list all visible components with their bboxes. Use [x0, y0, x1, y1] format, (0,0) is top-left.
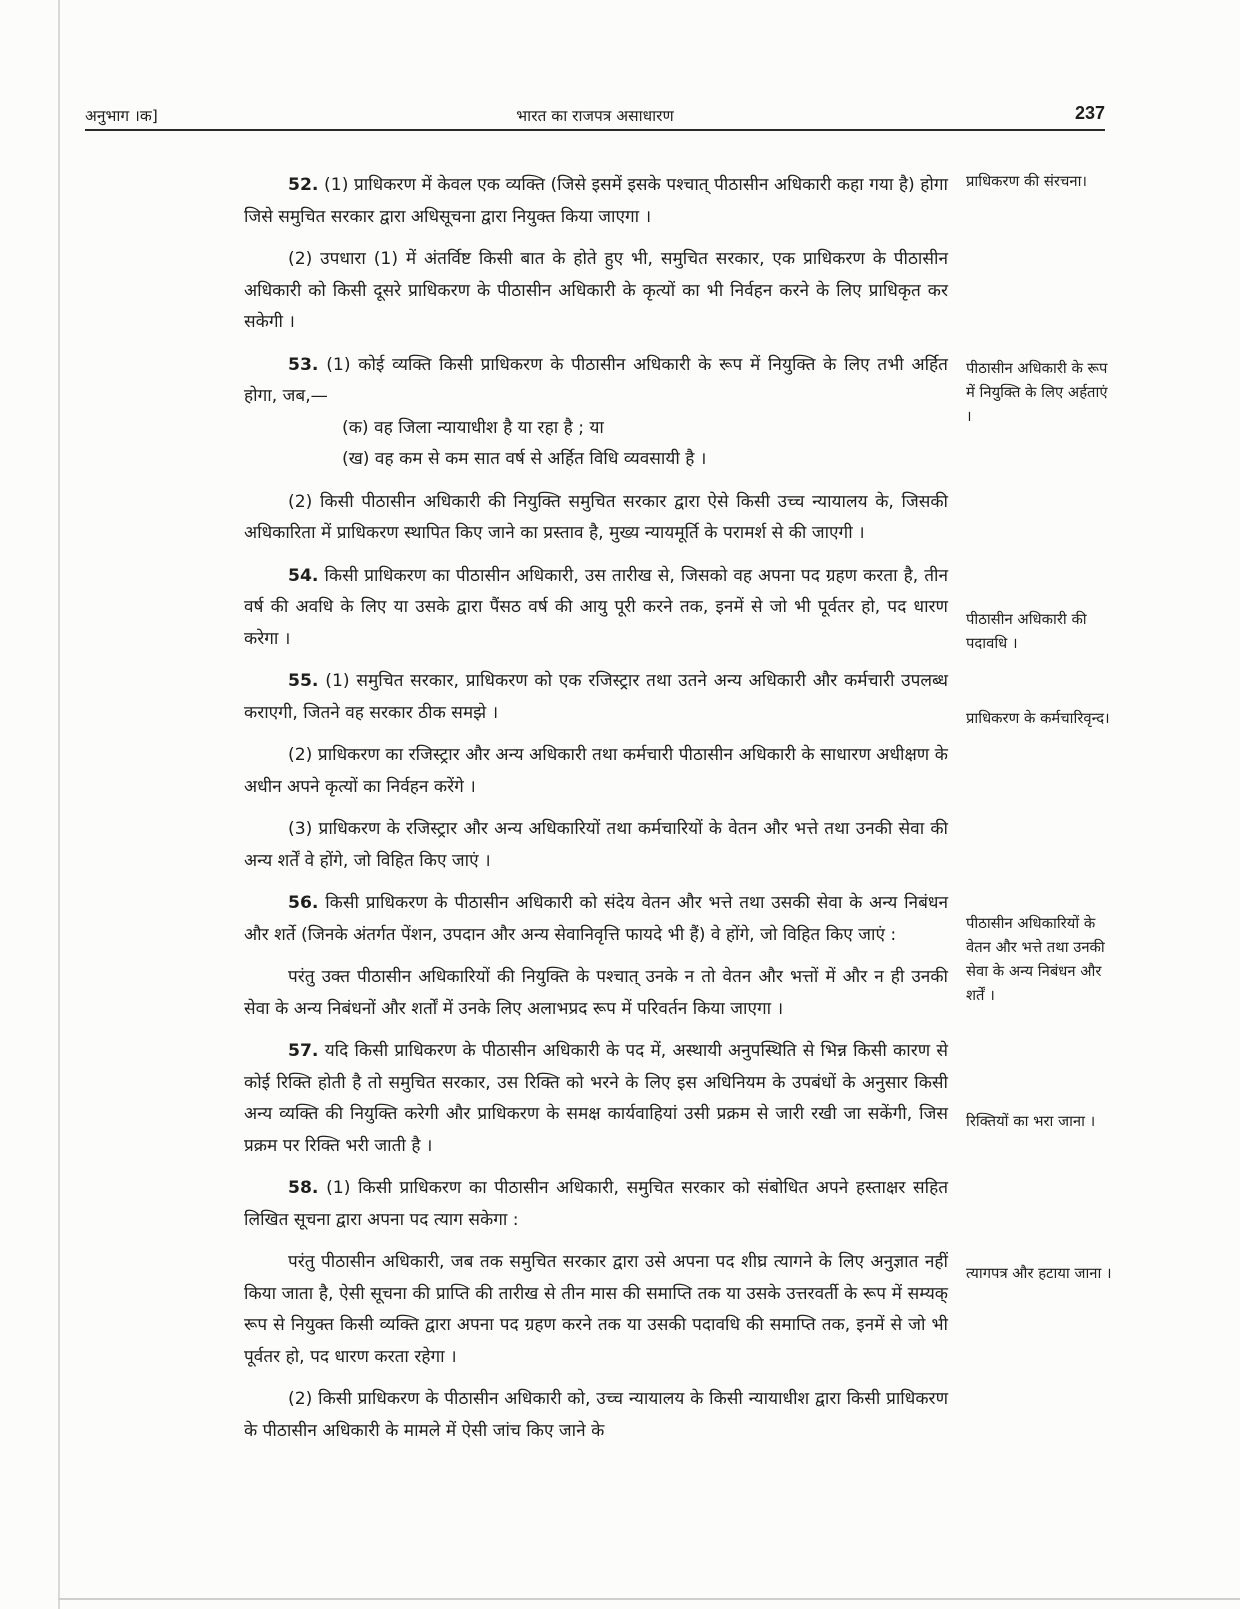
section-text: यदि किसी प्राधिकरण के पीठासीन अधिकारी के पद में, अस्थायी अनुपस्थिति से भिन्न किसी कारण से कोई रिक्ति होती है तो समुचित सरकार, उस रिक्ति को भरने के लिए इस अधिनियम के उपबंधों के अनुसार किसी अन्य व्यक्ति की नियुक्ति करेगी और प्राधिकरण के समक्ष कार्यवाहियां उसी प्रक्रम से जारी रखी जा सकेंगी, जिस प्रक्रम पर रिक्ति भरी जाती है । — [244, 1041, 948, 1156]
section-56-proviso: परंतु उक्त पीठासीन अधिकारियों की नियुक्ति के पश्चात् उनके न तो वेतन और भत्तों में और न ही उनकी सेवा के अन्य निबंधनों और शर्तों में उनके लिए अलाभप्रद रूप में परिवर्तन किया जाएगा । — [244, 967, 948, 1019]
margin-note-52: प्राधिकरण की संरचना। — [966, 173, 1088, 190]
section-55-para-3: (3) प्राधिकरण के रजिस्ट्रार और अन्य अधिकारियों तथा कर्मचारियों के वेतन और भत्ते तथा उनकी सेवा की अन्य शर्तें वे होंगे, जो विहित किए जाएं । — [244, 819, 948, 871]
section-text: (1) किसी प्राधिकरण का पीठासीन अधिकारी, समुचित सरकार को संबोधित अपने हस्ताक्षर सहित लिखित सूचना द्वारा अपना पद त्याग सकेगा : — [244, 1178, 948, 1230]
section-text: किसी प्राधिकरण के पीठासीन अधिकारी को संदेय वेतन और भत्ते तथा उसकी सेवा के अन्य निबंधन और शर्ते (जिनके अंतर्गत पेंशन, उपदान और अन्य सेवानिवृत्ति फायदे भी हैं) वे होंगे, जो विहित किए जाएं : — [244, 893, 948, 945]
section-53-para-2: (2) किसी पीठासीन अधिकारी की नियुक्ति समुचित सरकार द्वारा ऐसे किसी उच्च न्यायालय के, जिसकी अधिकारिता में प्राधिकरण स्थापित किए जाने का प्रस्ताव है, मुख्य न्यायमूर्ति के परामर्श से की जाएगी । — [244, 491, 948, 543]
section-number: 58. — [288, 1178, 319, 1198]
section-57-para-1 — [244, 1036, 948, 1162]
page-edge-shadow — [58, 0, 60, 1609]
section-58-para-2: (2) किसी प्राधिकरण के पीठासीन अधिकारी को, उच्च न्यायालय के किसी न्यायाधीश द्वारा किसी प्राधिकरण के पीठासीन अधिकारी के मामले में ऐसी जांच किए जाने के — [244, 1389, 948, 1441]
section-53-clause-kha: (ख) वह कम से कम सात वर्ष से अर्हित विधि व्यवसायी है । — [342, 449, 707, 469]
margin-note-58: त्यागपत्र और हटाया जाना । — [966, 1265, 1112, 1282]
section-52-para-1 — [244, 170, 948, 233]
section-text: (1) कोई व्यक्ति किसी प्राधिकरण के पीठासीन अधिकारी के रूप में नियुक्ति के लिए तभी अर्हित होगा, जब,— — [244, 354, 948, 406]
document-body — [244, 170, 948, 1447]
section-text: किसी प्राधिकरण का पीठासीन अधिकारी, उस तारीख से, जिसको वह अपना पद ग्रहण करता है, तीन वर्ष की अवधि के लिए या उसके द्वारा पैंसठ वर्ष की आयु पूरी करने तक, इनमें से जो भी पूर्वतर हो, पद धारण करेगा । — [244, 565, 948, 649]
margin-note-57: रिक्तियों का भरा जाना । — [966, 1113, 1096, 1130]
page-bottom-edge — [58, 1598, 1240, 1600]
margin-note-56: पीठासीन अधिकारियों के वेतन और भत्ते तथा उनकी सेवा के अन्य निबंधन और शर्तें । — [966, 915, 1105, 1004]
margin-note-55: प्राधिकरण के कर्मचारिवृन्द। — [966, 710, 1110, 727]
section-56-para-1 — [244, 888, 948, 951]
section-58-para-1 — [244, 1173, 948, 1236]
section-54-para-1 — [244, 561, 948, 656]
section-number: 53. — [288, 354, 319, 375]
header-section: अनुभाग ।क] — [85, 107, 158, 125]
section-text: (1) प्राधिकरण में केवल एक व्यक्ति (जिसे इसमें इसके पश्चात् पीठासीन अधिकारी कहा गया है) होगा जिसे समुचित सरकार द्वारा अधिसूचना द्वारा नियुक्त किया जाएगा । — [244, 175, 948, 227]
page-header — [85, 104, 1105, 128]
header-title: भारत का राजपत्र असाधारण — [516, 107, 674, 125]
section-55-para-2: (2) प्राधिकरण का रजिस्ट्रार और अन्य अधिकारी तथा कर्मचारी पीठासीन अधिकारी के साधारण अधीक्षण के अधीन अपने कृत्यों का निर्वहन करेंगे । — [244, 745, 948, 797]
section-number: 52. — [288, 175, 319, 195]
section-58-proviso: परंतु पीठासीन अधिकारी, जब तक समुचित सरकार द्वारा उसे अपना पद शीघ्र त्यागने के लिए अनुज्ञात नहीं किया जाता है, ऐसी सूचना की प्राप्ति की तारीख से तीन मास की समाप्ति तक या उसके उत्तरवर्ती के रूप में सम्यक् रूप से नियुक्त किसी व्यक्ति द्वारा अपना पद ग्रहण करने तक या उसकी पदावधि की समाप्ति तक, इनमें से जो भी पूर्वतर हो, पद धारण करता रहेगा । — [244, 1252, 948, 1367]
section-53-clause-ka: (क) वह जिला न्यायाधीश है या रहा है ; या — [342, 417, 604, 438]
section-text: (1) समुचित सरकार, प्राधिकरण को एक रजिस्ट्रार तथा उतने अन्य अधिकारी और कर्मचारी उपलब्ध कराएगी, जितने वह सरकार ठीक समझे । — [244, 671, 948, 723]
section-number: 57. — [288, 1041, 319, 1061]
margin-note-53: पीठासीन अधिकारी के रूप में नियुक्ति के लिए अर्हताएं । — [966, 360, 1108, 425]
section-55-para-1 — [244, 666, 948, 729]
section-number: 55. — [288, 671, 319, 691]
section-number: 56. — [288, 893, 319, 913]
section-52-para-2: (2) उपधारा (1) में अंतर्विष्ट किसी बात के होते हुए भी, समुचित सरकार, एक प्राधिकरण के पीठासीन अधिकारी को किसी दूसरे प्राधिकरण के पीठासीन अधिकारी के कृत्यों का भी निर्वहन करने के लिए प्राधिकृत कर सकेगी । — [244, 249, 948, 332]
margin-note-54: पीठासीन अधिकारी की पदावधि । — [966, 611, 1087, 652]
page-number: 237 — [1074, 103, 1105, 123]
section-53-para-1 — [244, 350, 948, 413]
section-number: 54. — [288, 565, 319, 586]
header-rule — [85, 129, 1105, 131]
